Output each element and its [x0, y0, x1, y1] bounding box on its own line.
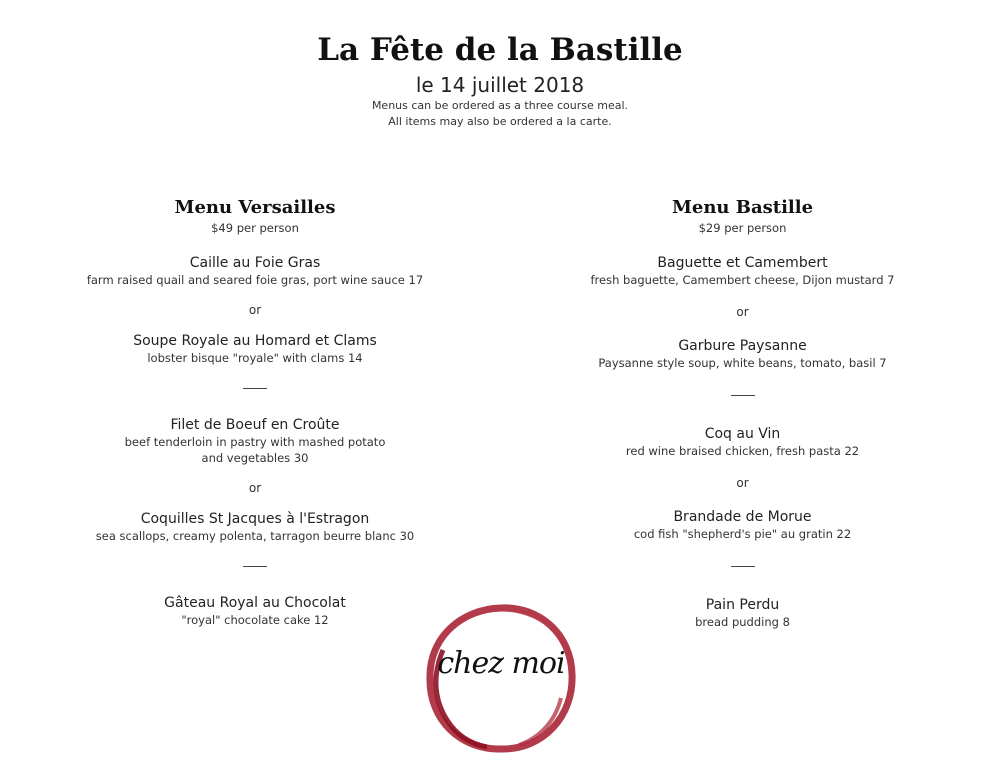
or-separator: or — [736, 305, 749, 319]
menu-item — [545, 254, 940, 288]
menu-header — [0, 30, 1000, 130]
dish-name: Baguette et Camembert — [657, 255, 828, 271]
logo-text: chez moi — [437, 646, 565, 681]
or-separator: or — [736, 476, 749, 490]
course-starter — [545, 254, 940, 371]
dish-name: Garbure Paysanne — [678, 338, 807, 354]
menu-item — [40, 332, 470, 366]
dish-name: Coq au Vin — [704, 426, 781, 442]
dish-description: farm raised quail and seared foie gras, port wine sauce 17 — [86, 273, 424, 287]
menu-bastille — [545, 196, 940, 630]
dish-description: cod fish "shepherd's pie" au gratin 22 — [633, 527, 852, 541]
ordering-note-line2: All items may also be ordered a la carte. — [388, 115, 612, 128]
page-title: La Fête de la Bastille — [317, 32, 683, 68]
course-starter — [40, 254, 470, 366]
course-divider — [545, 558, 940, 574]
menu-item — [40, 510, 470, 544]
divider-line — [731, 395, 755, 396]
dish-name: Soupe Royale au Homard et Clams — [133, 333, 377, 349]
course-divider — [40, 380, 470, 396]
course-dessert — [40, 594, 470, 628]
dish-description: bread pudding 8 — [695, 615, 790, 629]
menu-item — [545, 425, 940, 459]
dish-name: Gâteau Royal au Chocolat — [164, 595, 346, 611]
menu-item — [545, 508, 940, 542]
dish-name: Caille au Foie Gras — [189, 255, 321, 271]
menu-versailles — [40, 196, 470, 628]
dish-name: Filet de Boeuf en Croûte — [170, 417, 340, 433]
event-date: le 14 juillet 2018 — [415, 73, 585, 97]
menu-item — [40, 254, 470, 288]
course-main — [545, 425, 940, 542]
or-separator: or — [248, 303, 262, 317]
or-separator: or — [248, 481, 262, 495]
chez-moi-logo — [421, 598, 581, 758]
menu-item — [40, 594, 470, 628]
dish-description: beef tenderloin in pastry with mashed potato and vegetables 30 — [124, 435, 386, 465]
dish-name: Pain Perdu — [705, 597, 780, 613]
divider-line — [731, 566, 755, 567]
menu-item — [40, 416, 470, 466]
ordering-note-line1: Menus can be ordered as a three course meal. — [371, 99, 629, 112]
menu-title: Menu Bastille — [671, 197, 814, 218]
menu-price: $49 per person — [211, 221, 299, 235]
dish-name: Brandade de Morue — [673, 509, 812, 525]
dish-description: red wine braised chicken, fresh pasta 22 — [625, 444, 860, 458]
course-main — [40, 416, 470, 544]
dish-description: Paysanne style soup, white beans, tomato, basil 7 — [598, 356, 887, 370]
dish-description: fresh baguette, Camembert cheese, Dijon mustard 7 — [590, 273, 895, 287]
menu-title: Menu Versailles — [174, 197, 336, 218]
menu-price: $29 per person — [698, 221, 787, 235]
divider-line — [243, 566, 267, 567]
menu-item — [545, 337, 940, 371]
course-divider — [40, 558, 470, 574]
menu-item — [545, 596, 940, 630]
divider-line — [243, 388, 267, 389]
course-divider — [545, 387, 940, 403]
dish-description: lobster bisque "royale" with clams 14 — [147, 351, 363, 365]
dish-name: Coquilles St Jacques à l'Estragon — [140, 511, 370, 527]
dish-description: "royal" chocolate cake 12 — [181, 613, 329, 627]
course-dessert — [545, 596, 940, 630]
dish-description: sea scallops, creamy polenta, tarragon beurre blanc 30 — [95, 529, 415, 543]
